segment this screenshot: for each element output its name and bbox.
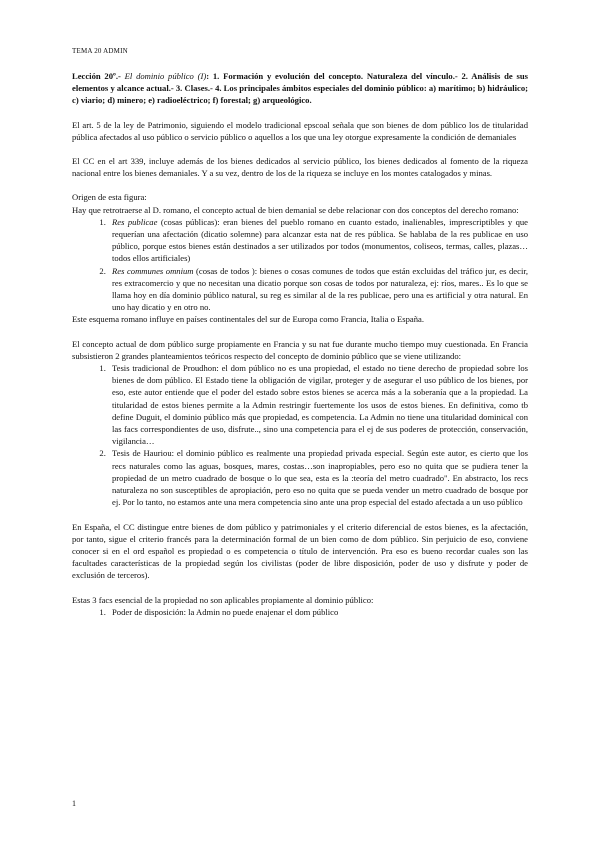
origin-intro: Hay que retrotraerse al D. romano, el concepto actual de bien demanial se debe relacionar con dos conceptos del derecho romano: (72, 204, 519, 215)
list-item-text: (cosas públicas): eran bienes del pueblo romano en cuanto estado, inalienables, imprescriptibles y que requerían una afectación (dicatio solemne) para alcanzar esta nat de res pública. Se hablaba de la res publicae en uso público, porque estos bienes están destinados a ser utilizados por todos (monumentos, coliseos, termas, calles, plazas…todos ellos artificiales) (112, 216, 528, 264)
lesson-topics: : 1. Formación y evolución del concepto. Naturaleza del vínculo.- 2. Análisis de sus elementos y alcance actual.- 3. Clases.- 4. Los principales ámbitos especiales del dominio público: a) marítimo; b) hidráulico; c) viario; d) minero; e) radioeléctrico; f) forestal; g) arqueológico. (72, 71, 529, 106)
paragraph-art5: El art. 5 de la ley de Patrimonio, siguiendo el modelo tradicional epscoal señala que son bienes de dom público los de titularidad pública afectados al uso público o servicio público o aquellos a los que una ley otorgue expresamente la condición de demaniales (72, 119, 528, 142)
document-body (72, 70, 528, 618)
page-header: TEMA 20 ADMIN (72, 47, 128, 55)
paragraph-cc339: El CC en el art 339, incluye además de los bienes dedicados al servicio público, los bienes dedicados al fomento de la riqueza nacional entre los bienes demaniales. Y a su vez, dentro de los de la riqueza se incluye en los montes catalogados y minas. (72, 156, 528, 179)
lesson-subject: El dominio público (I) (124, 71, 207, 81)
thesis-list (72, 362, 528, 508)
lesson-heading (72, 70, 528, 107)
list-item-term: Res publicae (112, 216, 158, 227)
origin-title: Origen de esta figura: (72, 192, 147, 203)
list-item: 1. Poder de disposición: la Admin no puede enajenar el dom público (108, 606, 528, 618)
paragraph-roman-influence: Este esquema romano influye en países continentales del sur de Europa como Francia, Italia o España. (72, 314, 424, 325)
list-item (108, 216, 528, 265)
list-item: 2. Tesis de Hauriou: el dominio público es realmente una propiedad privada especial. Según este autor, es cierto que los recs naturales como las aguas, bosques, mares, costas…son inapropiables, pero eso no quita que se pudiera tener la propiedad de un metro cuadrado de bosque o lo que sea, esta es la :teoría del metro cuadrado". En abstracto, los recs naturaleza no son susceptibles de apropiación, pero eso no quita que se pueda vender un metro cuadrado de bosque por ej. Por lo tanto, no estamos ante una mera competencia sino ante una prop especial del estado afectada a un uso público (108, 447, 528, 508)
list-item (108, 265, 528, 314)
roman-concepts-list (72, 216, 528, 314)
paragraph-faculties: Estas 3 facs esencial de la propiedad no son aplicables propiamente al dominio público: (72, 594, 374, 605)
lesson-prefix: Lección 20º.- (72, 71, 121, 81)
paragraph-france: El concepto actual de dom público surge propiamente en Francia y su nat fue durante mucho tiempo muy cuestionada. En Francia subsistieron 2 grandes planteamientos teóricos respecto del concepto de dominio público que se viene utilizando: (72, 338, 528, 361)
paragraph-spain: En España, el CC distingue entre bienes de dom público y patrimoniales y el criterio diferencial de estos bienes, es la afectación, por tanto, sigue el criterio francés para la determinación formal de un bien como de dom público. Sin perjuicio de eso, conviene conocer si en el ord español es propiedad o es competencia o título de intervención. Pra eso es bueno recordar cuales son las facultades características de la propiedad según los civilistas (poder de libre disposición, poder de uso y disfrute y poder de exclusión de terceros). (72, 521, 528, 581)
list-item-text: (cosas de todos ): bienes o cosas comunes de todos que están excluidas del tráfico jur, es decir, res extracomercio y que no necesitan una dicatio porque son cosas de todos por naturaleza, ej: ríos, mares.. Es lo que se llama hoy en día dominio público natural, su reg es similar al de la res publicae, pero una es artificial y otra natural. En uno hay dicatio y en otro no. (112, 265, 528, 313)
list-item: 1. Tesis tradicional de Proudhon: el dom público no es una propiedad, el estado no tiene derecho de propiedad sobre los bienes de dom público. El Estado tiene la obligación de vigilar, proteger y de asegurar el uso público de los bienes, por eso, este autor entiende que el poder del estado sobre estos bienes se acerca más a la soberanía que a la propiedad. La titularidad de estos bienes permite a la Admin restringir fuertemente los usos de estos bienes. En definitiva, como tb define Duguit, el dominio público más que propiedad, es competencia. La Admin no tiene una titularidad dominical con las facs correspondientes de uso, disfrute.., sino una competencia para el ej de sus poderes de protección, conservación, vigilancia… (108, 362, 528, 447)
faculties-list (72, 606, 528, 618)
page-number: 1 (72, 799, 76, 808)
list-item-term: Res communes omnium (112, 265, 194, 276)
